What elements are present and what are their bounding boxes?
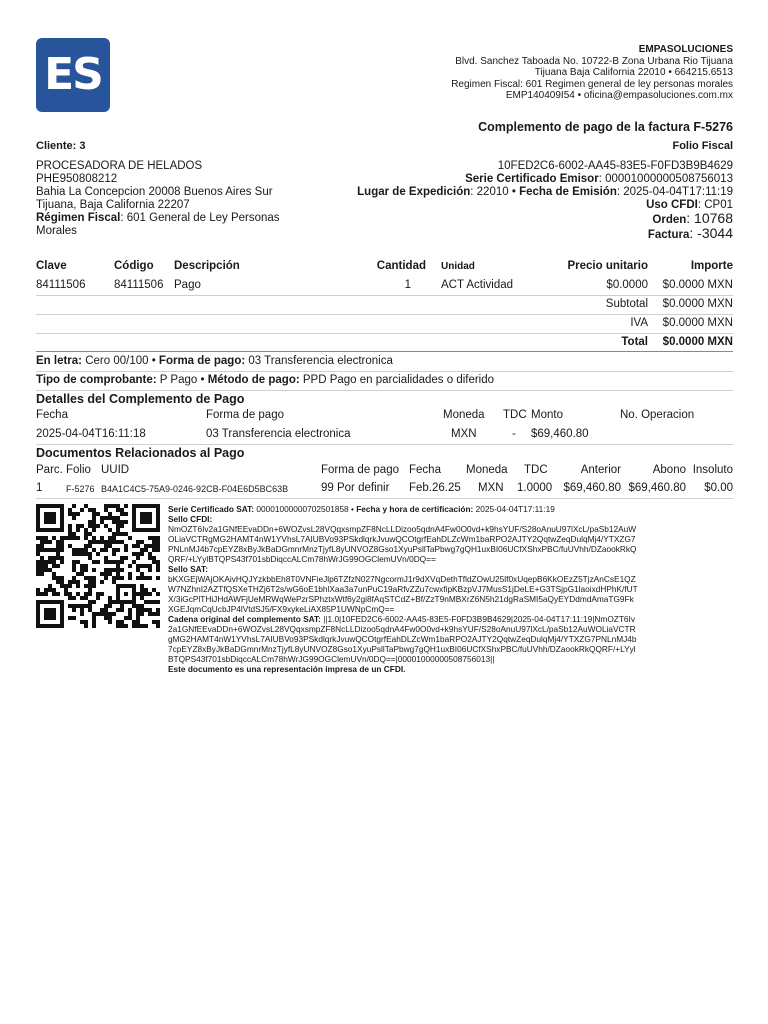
- rel-abono: $69,460.80: [628, 482, 686, 494]
- divider: [36, 390, 733, 391]
- folio-factura: [313, 227, 733, 242]
- sello-sat-label: Sello SAT:: [168, 564, 208, 574]
- col-unidad: Unidad: [441, 261, 475, 272]
- issuer-info: [313, 44, 733, 102]
- rel-col-anterior: Anterior: [580, 464, 621, 476]
- item-precio: $0.0000: [606, 279, 648, 291]
- rel-forma: 99 Por definir: [321, 482, 390, 494]
- det-forma: 03 Transferencia electronica: [206, 428, 351, 440]
- rel-folio: F-5276: [66, 484, 95, 494]
- det-col-operacion: No. Operacion: [620, 409, 695, 421]
- cfdi-footer: Este documento es una representación impresa de un CFDI.: [168, 664, 406, 674]
- sello-cfdi-value: NmOZT6Iv2a1GNfEEvaDDn+6WOZvsL28VQqxsmpZF8NcLLDizoo5qdnA4Fw0O0vd+k9hsYUF/S28oAnuU97lXcL/paSb12AuWOLiaVCTRgMG2HAMT4nW1YVhsL7AIUBVo93PSkdlqrkJvuwQCOtgrfEahDLZcWm1baRPO2AJTY2QqtwZeqDulqMj4/YTXZG7PNLnMJ4b7cpEYZ8xByJkBaDGmnrMnzTjyfL8yUNVOZ8Gso1XyuPsllTaPbwg7gQH1uxBI06UCfXShxPBC/fuUVhh/DZaookRkQQRF/+LYylBTQPS43f701sbDiqccALCm78hWrJG99OGClemUVn/0DQ==: [168, 524, 637, 564]
- det-tdc: -: [512, 428, 516, 440]
- divider: [36, 351, 733, 352]
- client-info: [36, 160, 316, 238]
- orden-value: : 10768: [686, 210, 733, 226]
- folio-uso: [313, 199, 733, 212]
- cadena-label: Cadena original del complemento SAT:: [168, 614, 321, 624]
- det-monto: $69,460.80: [531, 428, 589, 440]
- tipo-row: [36, 374, 733, 386]
- logo-text: ES: [44, 49, 102, 100]
- det-col-monto: Monto: [531, 409, 563, 421]
- divider: [36, 444, 733, 445]
- rel-col-parc: Parc.: [36, 464, 63, 476]
- client-address-line1: Bahia La Concepcion 20008 Buenos Aires Sur: [36, 186, 273, 198]
- rel-parc: 1: [36, 482, 43, 494]
- subtotal-label: Subtotal: [605, 298, 648, 310]
- issuer-address-line2: Tijuana Baja California 22010 • 664215.6513: [534, 67, 733, 78]
- rel-col-insoluto: Insoluto: [692, 464, 733, 476]
- det-col-forma: Forma de pago: [206, 409, 284, 421]
- rel-col-fecha: Fecha: [409, 464, 441, 476]
- en-letra-row: [36, 355, 733, 367]
- rel-col-uuid: UUID: [101, 464, 130, 476]
- client-regimen: [36, 212, 316, 238]
- relacionados-title: Documentos Relacionados al Pago: [36, 446, 245, 460]
- tipo-value: P Pago •: [156, 374, 208, 386]
- orden-label: Orden: [652, 214, 687, 226]
- uso-label: Uso CFDI: [646, 199, 698, 211]
- en-letra-label: En letra:: [36, 355, 83, 367]
- issuer-regimen: Regimen Fiscal: 601 Regimen general de ley personas morales: [451, 78, 733, 90]
- company-logo: [36, 38, 110, 112]
- serie-sat-line: [168, 504, 638, 514]
- item-clave: 84111506: [36, 279, 86, 291]
- forma-pago-value: 03 Transferencia electronica: [245, 355, 393, 367]
- divider: [36, 314, 733, 315]
- col-descripcion: Descripción: [174, 260, 240, 272]
- col-codigo: Código: [114, 260, 154, 272]
- det-col-moneda: Moneda: [443, 409, 485, 421]
- rel-tdc: 1.0000: [517, 482, 553, 494]
- serie-label: Serie Certificado Emisor: [465, 173, 599, 185]
- issuer-rfc-email: EMP140409I54 • oficina@empasoluciones.com.mx: [505, 90, 733, 101]
- col-cantidad: Cantidad: [376, 260, 426, 272]
- cadena-line: [168, 614, 638, 664]
- qr-modules: [36, 504, 160, 628]
- folio-lugar-fecha: [313, 186, 733, 199]
- digital-stamps: [168, 504, 638, 674]
- total-label: Total: [621, 336, 648, 348]
- fecha-cert-value: 2025-04-04T17:11:19: [473, 504, 555, 514]
- tipo-label: Tipo de comprobante:: [36, 374, 157, 386]
- fecha-cert-label: Fecha y hora de certificación:: [356, 504, 474, 514]
- rel-fecha: Feb.26.25: [409, 482, 461, 494]
- rel-col-abono: Abono: [652, 464, 686, 476]
- factura-value: : -3044: [689, 225, 733, 241]
- client-regimen-value: : 601 General de Ley Personas Morales: [36, 212, 280, 237]
- client-name: PROCESADORA DE HELADOS: [36, 160, 203, 172]
- item-importe: $0.0000 MXN: [662, 279, 733, 291]
- item-cantidad: 1: [404, 279, 411, 291]
- sello-sat-value: bKXGEjWAjOKAivHQJYzkbbEh8T0VNFieJlp6TZfzN027NgcormJ1r9dXVqDethTfldZOwU25lf0xUqepB6KkOEzZ5TjzAnCsE1QZW7NZhnI2AZTfQSXeTHZj6T2s/wG6oE1bhlXaa3a7unPuC19aRfvZZu7cwxfipKBzpVJ7MusS1jDeLE+G3TSjpG1laoixdHPhK/fUTX/3iGcPlTHiJHdAWFjUeMRWqWePzrSPhztxWtf6y2gi8fAqSTCdZ+Bf/ZzT9nMBXrZ6N5h21dgRaSMI5aQyEYDdmdAmaTG9FkXGEJqmCqUcbJP4lVtdSJ5/FX9xykeLiAX85P1UWNpCmQ==: [168, 574, 638, 614]
- col-clave: Clave: [36, 260, 67, 272]
- lugar-label: Lugar de Expedición: [357, 186, 471, 198]
- folio-serie: [313, 173, 733, 186]
- issuer-address-line1: Blvd. Sanchez Taboada No. 10722-B Zona Urbana Rio Tijuana: [455, 55, 733, 67]
- lugar-value: : 22010 •: [470, 186, 520, 198]
- item-descripcion: Pago: [174, 279, 201, 291]
- folio-orden: [313, 212, 733, 227]
- divider: [36, 498, 733, 499]
- rel-insoluto: $0.00: [704, 482, 733, 494]
- metodo-label: Método de pago:: [207, 374, 300, 386]
- folio-uuid: 10FED2C6-6002-AA45-83E5-F0FD3B9B4629: [497, 160, 733, 172]
- client-regimen-label: Régimen Fiscal: [36, 212, 121, 224]
- rel-col-moneda: Moneda: [466, 464, 508, 476]
- detalles-title: Detalles del Complemento de Pago: [36, 392, 245, 406]
- client-header: Cliente: 3: [36, 140, 86, 152]
- divider: [36, 295, 733, 296]
- fecha-value: : 2025-04-04T17:11:19: [616, 186, 733, 198]
- col-importe: Importe: [690, 260, 733, 272]
- fecha-label: Fecha de Emisión: [519, 186, 617, 198]
- uso-value: : CP01: [697, 199, 733, 211]
- total-value: $0.0000 MXN: [662, 336, 733, 348]
- cadena-value: ||1.0|10FED2C6-6002-AA45-83E5-F0FD3B9B4629|2025-04-04T17:11:19|NmOZT6Iv2a1GNfEEvaDDn+6WOZvsL28VQqxsmpZF8NcLLDizoo5qdnA4Fw0O0vd+k9hsYUF/S28oAnuU97lXcL/paSb12AuWOLiaVCTRgMG2HAMT4nW1YVhsL7AIUBVo93PSkdlqrkJvuwQCOtgrfEahDLZcWm1baRPO2AJTY2QqtwZeqDulqMj4/YTXZG7PNLnMJ4b7cpEYZ8xByJkBaDGmnrMnzTjyfL8yUNVOZ8Gso1XyuPsllTaPbwg7gQH1uxBI06UCfXShxPBC/fuUVhh/DZaookRkQQRF/+LYylBTQPS43f701sbDiqccALCm78hWrJG99OGClemUVn/0DQ==|00001000000508756013||: [168, 614, 637, 664]
- col-precio: Precio unitario: [567, 260, 648, 272]
- det-moneda: MXN: [451, 428, 477, 440]
- en-letra-value: Cero 00/100 •: [82, 355, 159, 367]
- rel-col-forma: Forma de pago: [321, 464, 399, 476]
- forma-pago-label: Forma de pago:: [158, 355, 246, 367]
- serie-sat-value: 00001000000702501858 •: [254, 504, 357, 514]
- serie-sat-label: Serie Certificado SAT:: [168, 504, 255, 514]
- issuer-name: EMPASOLUCIONES: [638, 44, 733, 55]
- det-col-tdc: TDC: [503, 409, 527, 421]
- item-codigo: 84111506: [114, 279, 164, 291]
- iva-label: IVA: [630, 317, 648, 329]
- sello-cfdi-label: Sello CFDI:: [168, 514, 213, 524]
- folio-header: Folio Fiscal: [672, 140, 733, 152]
- iva-value: $0.0000 MXN: [662, 317, 733, 329]
- divider: [36, 333, 733, 334]
- factura-label: Factura: [647, 229, 690, 241]
- rel-col-folio: Folio: [66, 464, 91, 476]
- rel-anterior: $69,460.80: [563, 482, 621, 494]
- qr-code-icon: [36, 504, 160, 628]
- det-fecha: 2025-04-04T16:11:18: [36, 428, 146, 440]
- rel-uuid: B4A1C4C5-75A9-0246-92CB-F04E6D5BC63B: [101, 484, 289, 494]
- rel-col-tdc: TDC: [524, 464, 548, 476]
- folio-info: [313, 160, 733, 242]
- det-col-fecha: Fecha: [36, 409, 68, 421]
- document-title: Complemento de pago de la factura F-5276: [478, 120, 733, 134]
- rel-moneda: MXN: [478, 482, 504, 494]
- item-unidad: ACT Actividad: [441, 279, 514, 291]
- metodo-value: PPD Pago en parcialidades o diferido: [299, 374, 495, 386]
- serie-value: : 00001000000508756013: [598, 173, 733, 185]
- subtotal-value: $0.0000 MXN: [662, 298, 733, 310]
- divider: [36, 371, 733, 372]
- client-address-line2: Tijuana, Baja California 22207: [36, 199, 190, 211]
- client-rfc: PHE950808212: [36, 173, 118, 185]
